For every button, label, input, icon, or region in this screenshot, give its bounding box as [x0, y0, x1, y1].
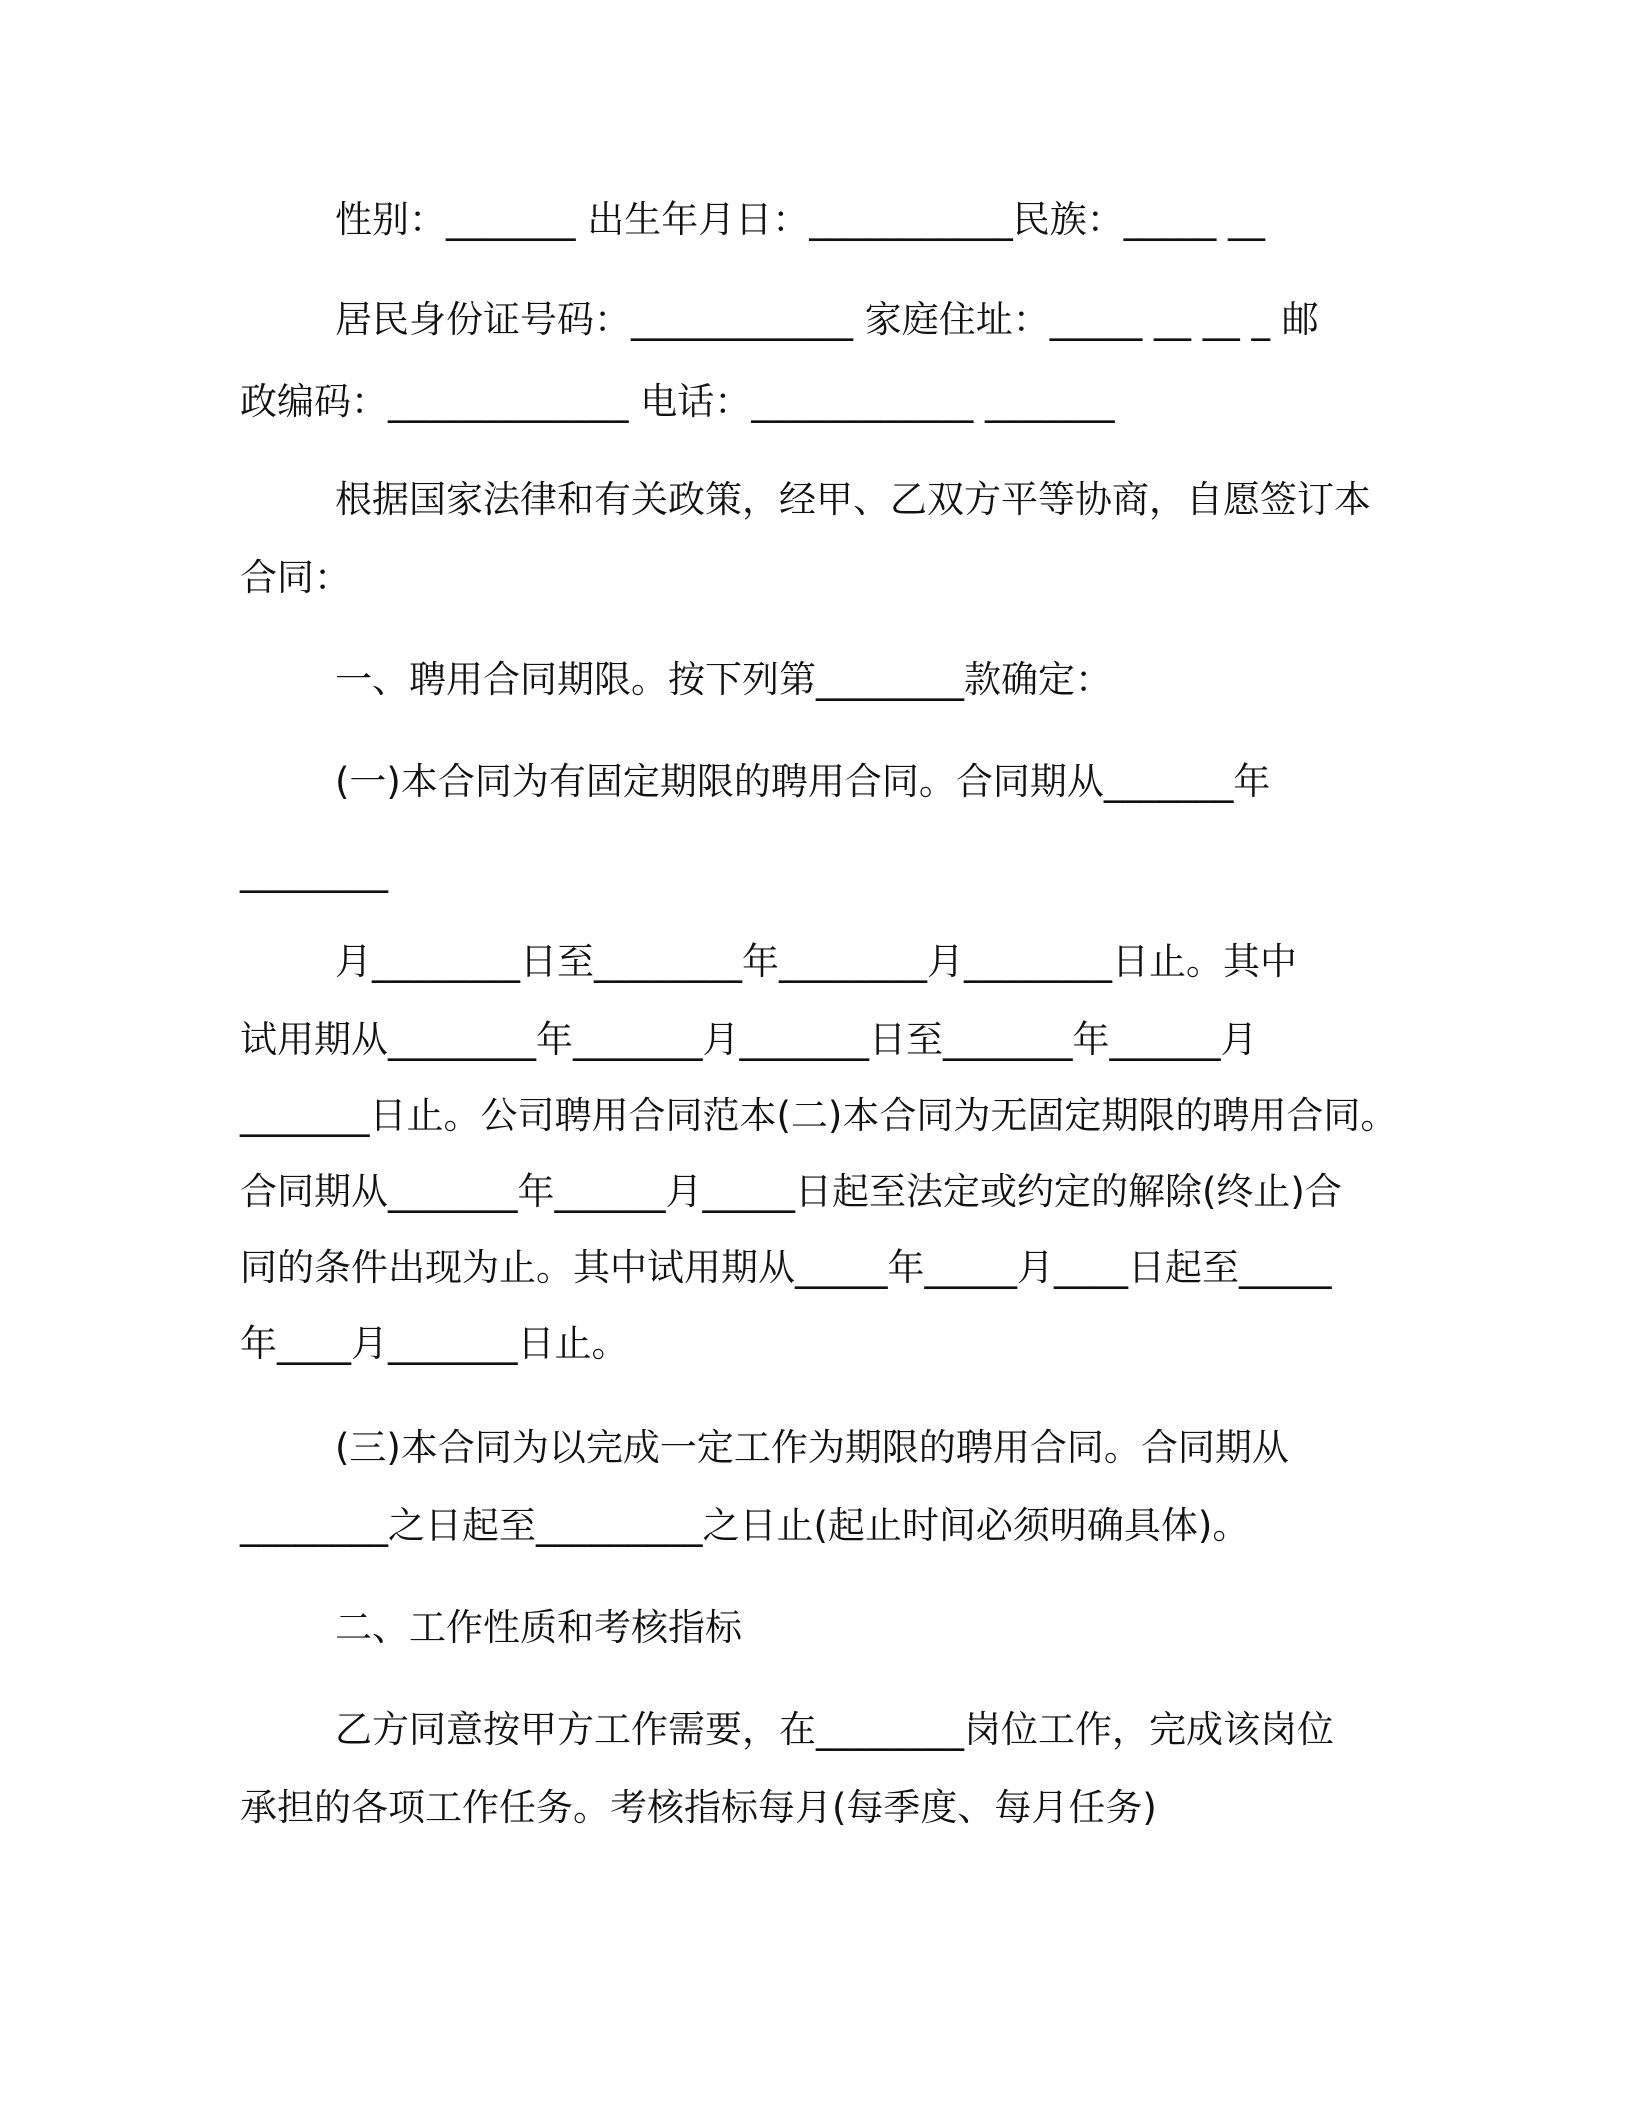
clause-1-2-line-1: _______日止。公司聘用合同范本(二)本合同为无固定期限的聘用合同。	[240, 1094, 1398, 1137]
clause-1-2-line-2: 合同期从_______年______月_____日起至法定或约定的解除(终止)合	[240, 1170, 1342, 1213]
section-2-line-1: 乙方同意按甲方工作需要，在________岗位工作，完成该岗位	[335, 1708, 1334, 1751]
clause-1-3-line-2: ________之日起至_________之日止(起止时间必须明确具体)。	[240, 1504, 1250, 1547]
preamble-line-1: 根据国家法律和有关政策，经甲、乙双方平等协商，自愿签订本	[335, 478, 1371, 521]
clause-1-1-line-3: 月________日至________年________月________日止。其中	[335, 940, 1297, 983]
preamble-line-2: 合同：	[240, 556, 351, 599]
section-1-heading: 一、聘用合同期限。按下列第________款确定：	[335, 658, 1112, 701]
clause-1-2-line-4: 年____月_______日止。	[240, 1322, 629, 1365]
clause-1-3-line-1: (三)本合同为以完成一定工作为期限的聘用合同。合同期从	[335, 1426, 1289, 1469]
clause-1-1-line-2: ________	[240, 850, 388, 893]
clause-1-1-line-4: 试用期从________年_______月_______日至_______年______月	[240, 1018, 1258, 1061]
section-2-heading: 二、工作性质和考核指标	[335, 1606, 742, 1649]
personal-info-line-id-address: 居民身份证号码：____________ 家庭住址：_____ __ __ _ 邮	[335, 298, 1319, 341]
personal-info-line-postcode-phone: 政编码：_____________ 电话：____________ _______	[240, 380, 1115, 423]
personal-info-line-gender-birth-ethnicity: 性别：_______ 出生年月日：___________民族：_____ __	[335, 198, 1266, 241]
clause-1-1-line-1: (一)本合同为有固定期限的聘用合同。合同期从_______年	[335, 760, 1271, 803]
section-2-line-2: 承担的各项工作任务。考核指标每月(每季度、每月任务)	[240, 1786, 1157, 1829]
clause-1-2-line-3: 同的条件出现为止。其中试用期从_____年_____月____日起至_____	[240, 1246, 1332, 1289]
